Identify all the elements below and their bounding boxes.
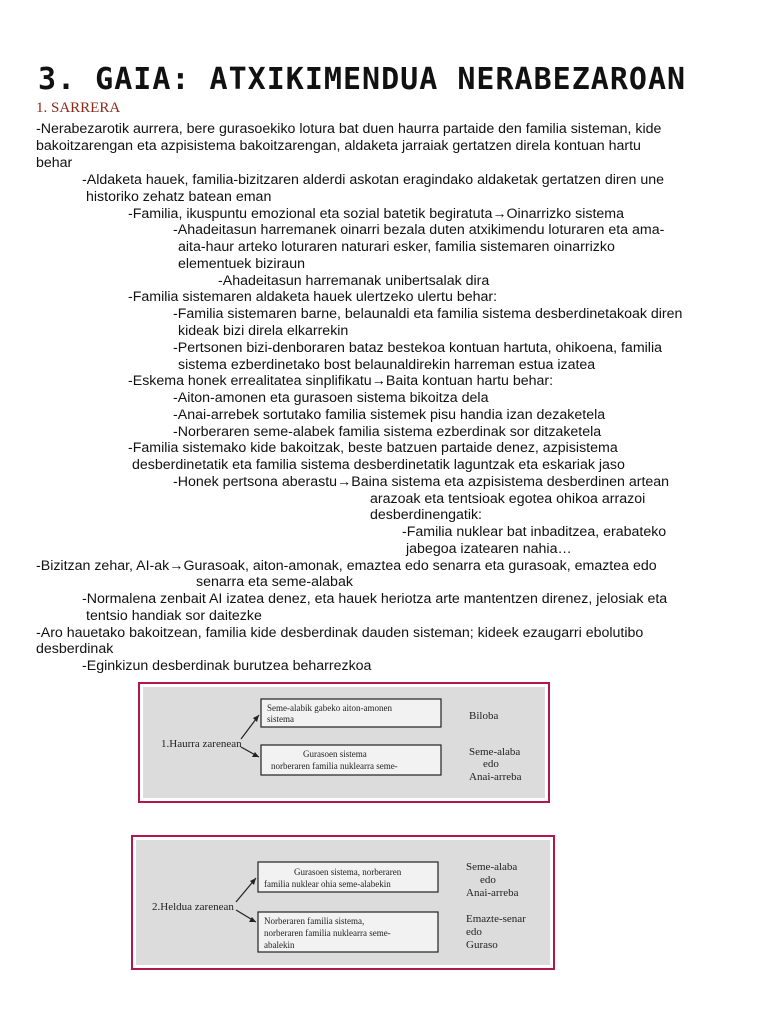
arrowhead-down bbox=[252, 752, 259, 757]
figure-haurra-diagram bbox=[143, 687, 545, 798]
text-line: behar bbox=[36, 155, 73, 171]
text-line: -Familia sistemaren barne, belaunaldi eta familia sistema desberdinetakoak diren bbox=[173, 306, 683, 322]
right-label: Seme-alaba bbox=[466, 861, 518, 873]
right-label: Guraso bbox=[466, 939, 498, 951]
box-bottom-line: norberaren familia nuklearra seme- bbox=[271, 761, 398, 771]
text-line: -Aro hauetako bakoitzean, familia kide desberdinak dauden sisteman; kideek ezaugarri ebolutibo bbox=[36, 625, 644, 641]
text-line: -Honek pertsona aberastu→Baina sistema eta azpisistema desberdinen artean bbox=[173, 474, 670, 490]
text-line: desberdinengatik: bbox=[370, 507, 483, 523]
text-line: sistema ezberdinetako bost belaunaldirekin harreman estua izatea bbox=[178, 357, 596, 373]
text-line: -Ahadeitasun harremanek oinarri bezala duten atxikimendu loturaren eta ama- bbox=[173, 222, 665, 238]
figure-haurra bbox=[138, 682, 550, 803]
box-bottom-line: Norberaren familia sistema, bbox=[264, 916, 365, 926]
box-top-line: Seme-alabik gabeko aiton-amonen bbox=[267, 703, 392, 713]
text-line: tentsio handiak sor daitezke bbox=[86, 608, 262, 624]
figure-body bbox=[136, 840, 550, 965]
text-line: historiko zehatz batean eman bbox=[86, 189, 272, 205]
text-line: jabegoa izatearen nahia… bbox=[406, 541, 572, 557]
page-title: 3. GAIA: ATXIKIMENDUA NERABEZAROAN bbox=[38, 62, 687, 97]
box-top-line: Gurasoen sistema, norberaren bbox=[294, 867, 402, 877]
box-bottom-line: norberaren familia nuklearra seme- bbox=[264, 928, 391, 938]
text-line: -Aldaketa hauek, familia-bizitzaren alderdi askotan eragindako aldaketak gertatzen diren une bbox=[82, 172, 665, 188]
text-line: -Familia nuklear bat inbaditzea, erabateko bbox=[402, 524, 667, 540]
text-line: -Eskema honek errealitatea sinplifikatu→Baita kontuan hartu behar: bbox=[128, 373, 554, 389]
box-top-line: familia nuklear ohia seme-alabekin bbox=[264, 879, 391, 889]
text-line: -Eginkizun desberdinak burutzea beharrezkoa bbox=[82, 658, 372, 674]
text-line: -Nerabezarotik aurrera, bere gurasoekiko lotura bat duen haurra partaide den familia sisteman, kide bbox=[36, 121, 662, 137]
right-label: Anai-arreba bbox=[469, 771, 522, 783]
box-bottom-line: abalekin bbox=[264, 940, 295, 950]
box-bottom-line: Gurasoen sistema bbox=[303, 749, 367, 759]
text-line: desberdinak bbox=[36, 641, 114, 657]
text-line: -Normalena zenbait AI izatea denez, eta hauek heriotza arte mantentzen direnez, jelosiak eta bbox=[82, 591, 668, 607]
right-label: edo bbox=[483, 758, 499, 770]
box-top-line: sistema bbox=[267, 714, 294, 724]
text-line: arazoak eta tentsioak egotea ohikoa arrazoi bbox=[370, 491, 646, 507]
figure-label: 2.Heldua zarenean bbox=[152, 901, 234, 913]
text-line: kideak bizi direla elkarrekin bbox=[178, 323, 349, 339]
right-label: edo bbox=[480, 874, 496, 886]
text-line: -Bizitzan zehar, AI-ak→Gurasoak, aiton-amonak, emaztea edo senarra eta gurasoak, emaztea edo bbox=[36, 558, 657, 574]
figure-heldua bbox=[131, 835, 555, 970]
text-line: -Familia sistemaren aldaketa hauek ulertzeko ulertu behar: bbox=[128, 289, 498, 305]
text-line: elementuek biziraun bbox=[178, 256, 305, 272]
right-label: edo bbox=[466, 926, 482, 938]
right-label: Anai-arreba bbox=[466, 887, 519, 899]
right-label: Emazte-senar bbox=[466, 913, 526, 925]
section-heading: 1. SARRERA bbox=[36, 100, 121, 116]
text-line: -Familia, ikuspuntu emozional eta sozial batetik begiratuta→Oinarrizko sistema bbox=[128, 206, 624, 222]
figure-body bbox=[143, 687, 545, 798]
text-line: aita-haur arteko loturaren naturari esker, familia sistemaren oinarrizko bbox=[178, 239, 615, 255]
figure-heldua-diagram bbox=[136, 840, 550, 965]
text-line: -Familia sistemako kide bakoitzak, beste batzuen partaide denez, azpisistema bbox=[128, 440, 618, 456]
text-line: -Pertsonen bizi-denboraren bataz bestekoa kontuan hartuta, ohikoena, familia bbox=[173, 340, 662, 356]
figure-label: 1.Haurra zarenean bbox=[161, 738, 242, 750]
right-label: Biloba bbox=[469, 710, 499, 722]
text-line: desberdinetatik eta familia sistema desberdinetatik laguntzak eta eskariak jaso bbox=[132, 457, 625, 473]
text-line: bakoitzarengan eta azpisistema bakoitzarengan, aldaketa jarraiak gertatzen direla kontuan hartu bbox=[36, 138, 641, 154]
text-line: -Anai-arrebek sortutako familia sistemek pisu handia izan dezaketela bbox=[173, 407, 606, 423]
text-line: senarra eta seme-alabak bbox=[196, 574, 353, 590]
text-line: -Aiton-amonen eta gurasoen sistema bikoitza dela bbox=[173, 390, 489, 406]
right-label: Seme-alaba bbox=[469, 746, 521, 758]
text-line: -Norberaren seme-alabek familia sistema ezberdinak sor ditzaketela bbox=[173, 424, 602, 440]
text-line: -Ahadeitasun harremanak unibertsalak dira bbox=[218, 273, 490, 289]
